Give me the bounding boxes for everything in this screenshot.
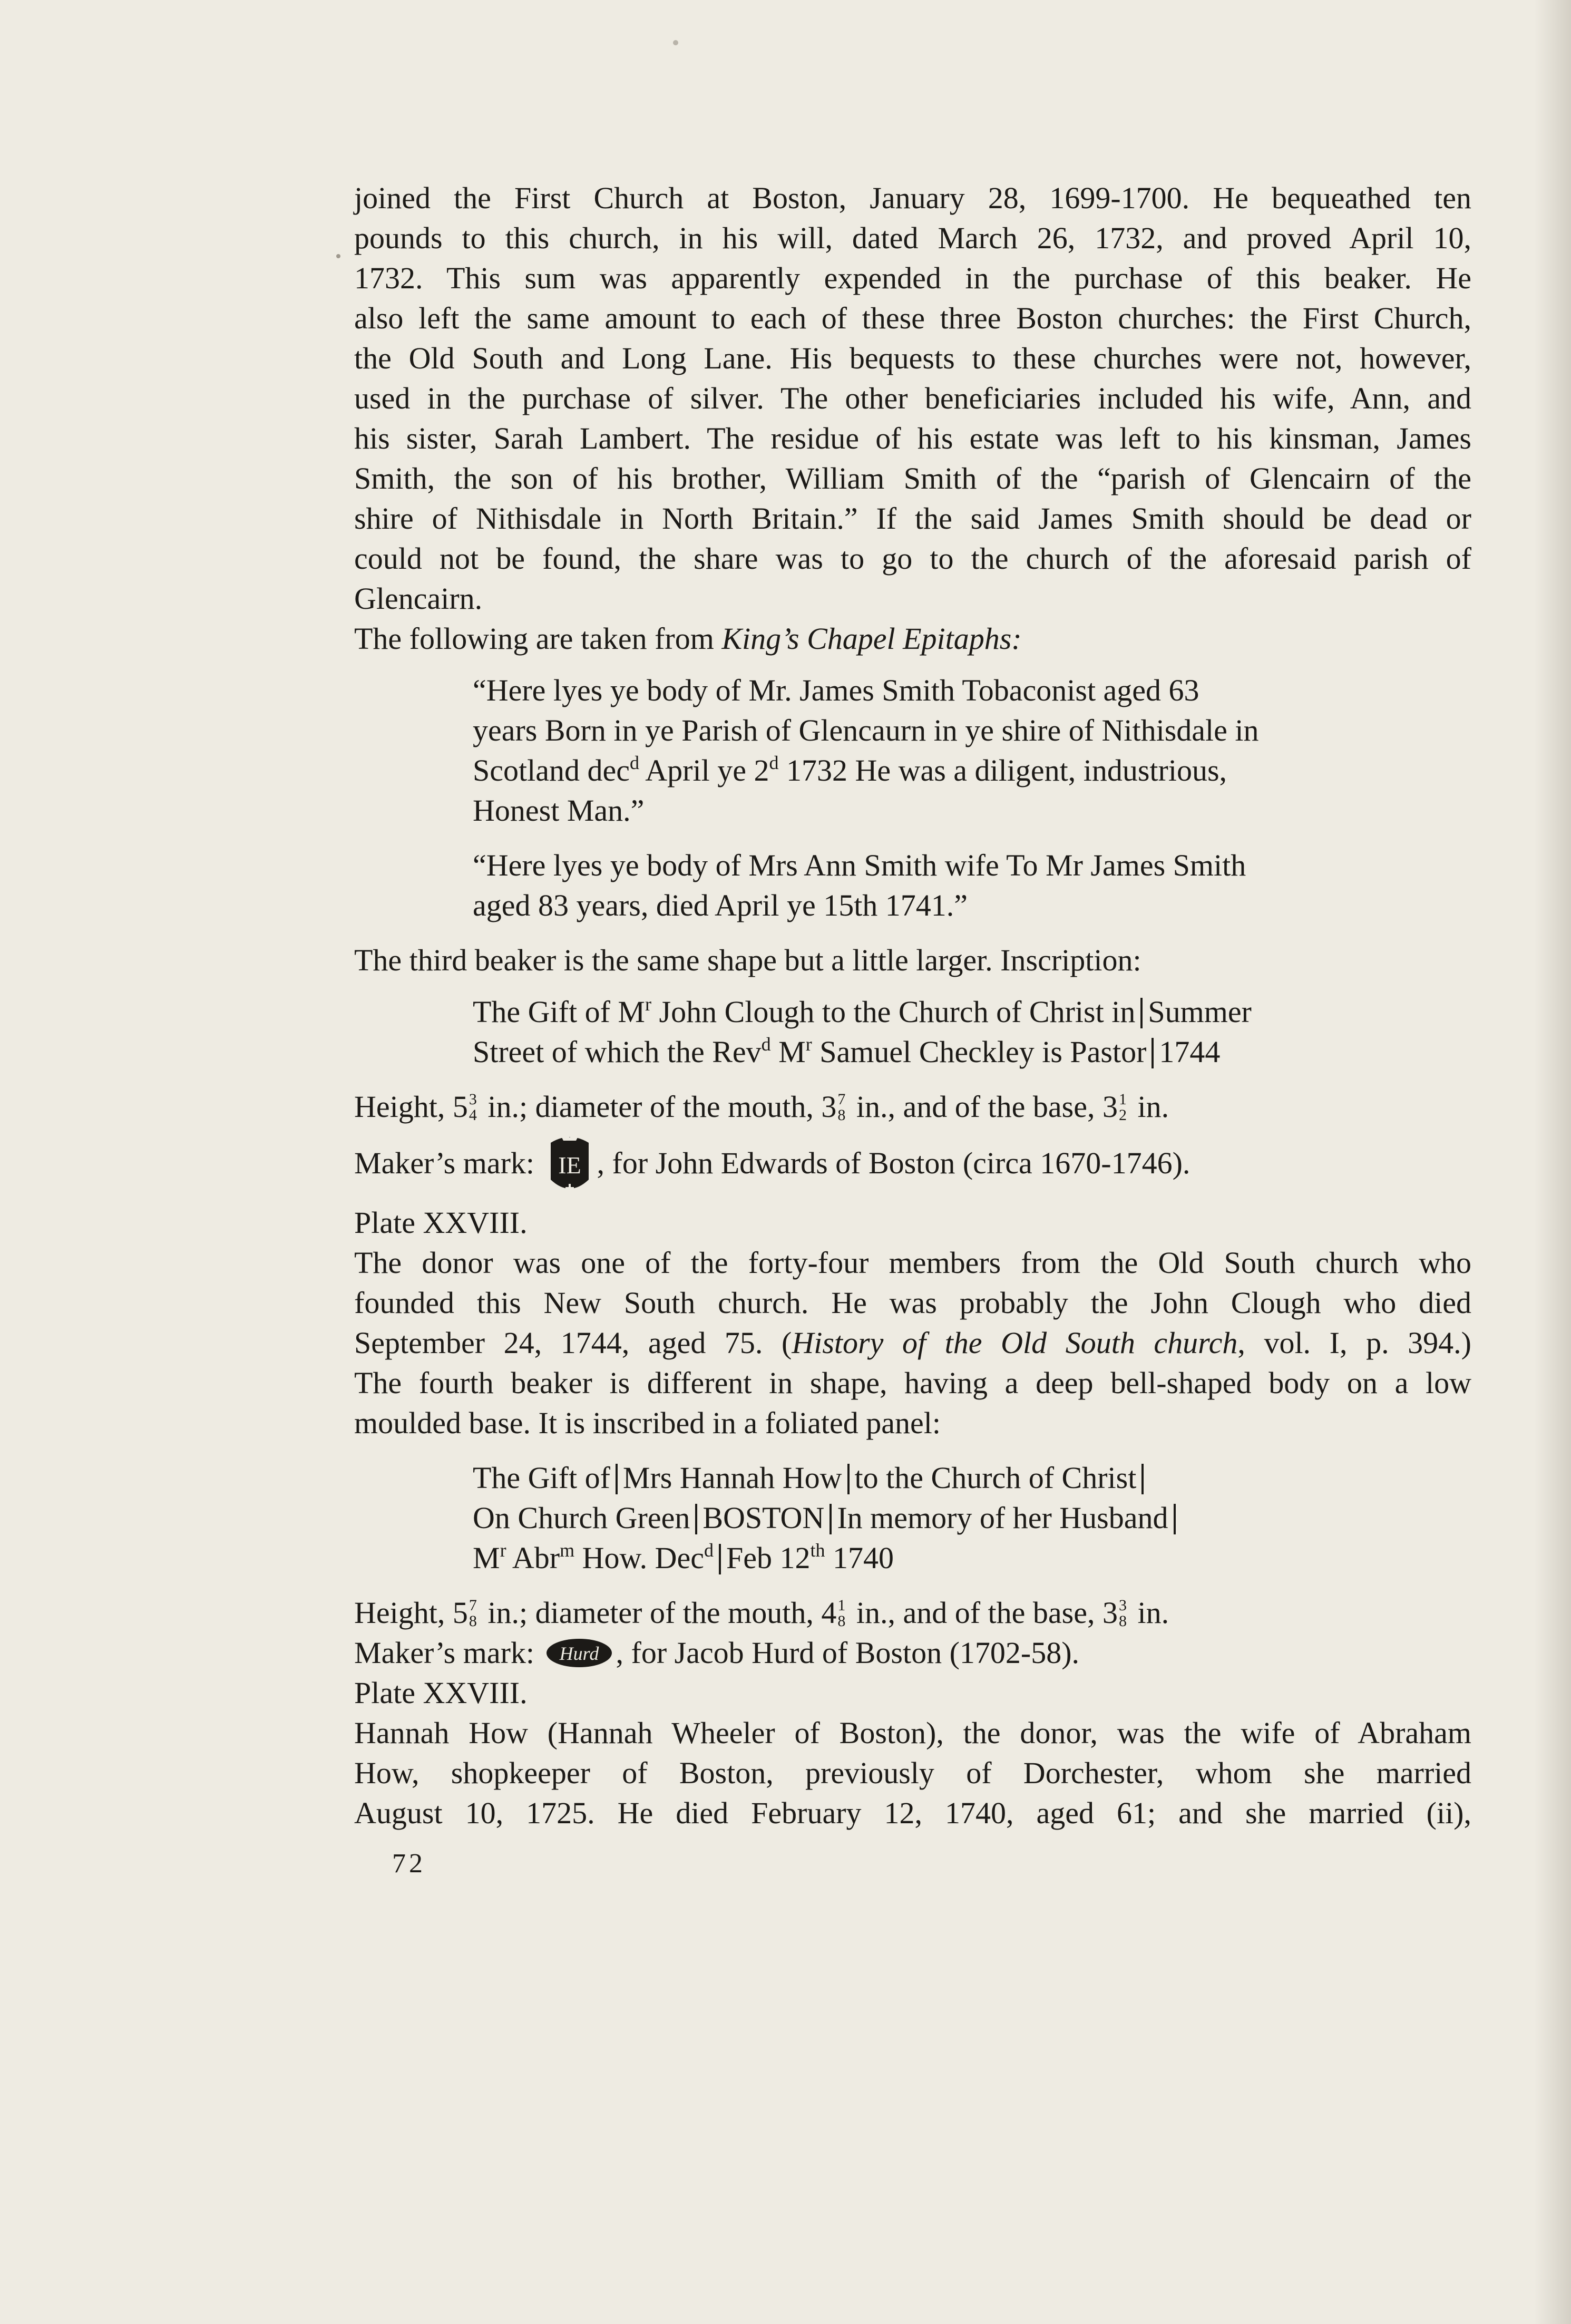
inscription-line bbox=[473, 992, 1352, 1032]
book-title: History of the Old South church bbox=[792, 1326, 1238, 1360]
dimensions-third-beaker bbox=[354, 1087, 1471, 1127]
line-divider bbox=[847, 1464, 850, 1494]
fraction-numerator: 7 bbox=[469, 1597, 477, 1614]
jacob-hurd-maker-mark-icon bbox=[545, 1638, 613, 1668]
quote-line: “Here lyes ye body of Mrs Ann Smith wife To Mr James Smith bbox=[473, 848, 1246, 882]
text-line bbox=[354, 1323, 1471, 1363]
fraction-denominator: 8 bbox=[1118, 1612, 1127, 1630]
text-run: , for Jacob Hurd of Boston (1702-58). bbox=[616, 1636, 1080, 1670]
text-run: The Gift of bbox=[473, 1461, 610, 1495]
text-run: in. bbox=[1129, 1596, 1169, 1630]
text-run: in., and of the base, 3 bbox=[848, 1090, 1118, 1124]
text-line: 1732. This sum was apparently expended in the purchase of this beaker. He bbox=[354, 261, 1471, 295]
superscript: d bbox=[761, 1034, 771, 1055]
inscription-line bbox=[473, 1498, 1352, 1538]
line-divider bbox=[1174, 1504, 1176, 1534]
text-line: Smith, the son of his brother, William Smith of the “parish of Glencairn of the bbox=[354, 461, 1471, 495]
page-edge-shadow bbox=[1534, 0, 1571, 2324]
fraction-denominator: 2 bbox=[1118, 1106, 1127, 1124]
paper-speck bbox=[673, 40, 678, 45]
text-line: How, shopkeeper of Boston, previously of Dorchester, whom she married bbox=[354, 1756, 1471, 1790]
fraction-denominator: 8 bbox=[837, 1612, 846, 1630]
text-run: On Church Green bbox=[473, 1501, 690, 1535]
fraction-denominator: 8 bbox=[837, 1106, 846, 1124]
plate-reference: Plate XXVIII. bbox=[354, 1205, 528, 1240]
fraction-numerator: 1 bbox=[837, 1597, 846, 1614]
text-run: to the Church of Christ bbox=[854, 1461, 1137, 1495]
text-line: shire of Nithisdale in North Britain.” If the said James Smith should be dead or bbox=[354, 501, 1471, 536]
text-run: , vol. I, p. 394.) bbox=[1237, 1326, 1471, 1360]
book-title: King’s Chapel Epitaphs: bbox=[721, 621, 1022, 656]
text-line: his sister, Sarah Lambert. The residue of his estate was left to his kinsman, James bbox=[354, 421, 1471, 455]
text-run: BOSTON bbox=[702, 1501, 825, 1535]
fraction-numerator: 7 bbox=[837, 1091, 846, 1108]
superscript: r bbox=[645, 994, 651, 1015]
fraction bbox=[469, 1598, 477, 1629]
superscript: r bbox=[500, 1540, 506, 1561]
text-line: Glencairn. bbox=[354, 581, 483, 616]
text-run: Height, 5 bbox=[354, 1090, 468, 1124]
text-run: Maker’s mark: bbox=[354, 1636, 534, 1670]
line-divider bbox=[616, 1464, 618, 1494]
inscription-fourth-beaker bbox=[354, 1458, 1471, 1578]
text-run: in.; diameter of the mouth, 4 bbox=[480, 1596, 837, 1630]
third-beaker-intro: The third beaker is the same shape but a little larger. Inscription: bbox=[354, 943, 1141, 977]
fraction bbox=[1119, 1092, 1127, 1123]
page-number: 72 bbox=[392, 1849, 426, 1879]
fraction bbox=[837, 1598, 845, 1629]
text-run: In memory of her Husband bbox=[837, 1501, 1168, 1535]
fraction bbox=[1119, 1598, 1127, 1629]
superscript: d bbox=[769, 752, 779, 773]
superscript: r bbox=[805, 1034, 812, 1055]
quote-line: “Here lyes ye body of Mr. James Smith Tobaconist aged 63 bbox=[473, 673, 1199, 707]
maker-mark-edwards bbox=[354, 1131, 1471, 1198]
text-line: founded this New South church. He was probably the John Clough who died bbox=[354, 1286, 1471, 1320]
text-run: 1732 He was a diligent, industrious, bbox=[778, 753, 1227, 787]
text-run: in., and of the base, 3 bbox=[848, 1596, 1118, 1630]
page-body bbox=[354, 178, 1471, 1833]
line-divider bbox=[830, 1504, 832, 1534]
text-run: 1740 bbox=[825, 1541, 894, 1575]
text-line: also left the same amount to each of these three Boston churches: the First Church, bbox=[354, 301, 1471, 335]
plate-reference: Plate XXVIII. bbox=[354, 1676, 528, 1710]
quote-line: years Born in ye Parish of Glencaurn in ye shire of Nithisdale in bbox=[473, 713, 1259, 747]
text-line: Hannah How (Hannah Wheeler of Boston), the donor, was the wife of Abraham bbox=[354, 1716, 1471, 1750]
mark-letters: IE bbox=[558, 1152, 581, 1179]
text-run: , for John Edwards of Boston (circa 1670-1746). bbox=[597, 1146, 1191, 1180]
text-run: The following are taken from bbox=[354, 621, 722, 656]
text-run: How. Dec bbox=[574, 1541, 704, 1575]
quote-line: aged 83 years, died April ye 15th 1741.” bbox=[473, 888, 968, 922]
fraction-numerator: 1 bbox=[1118, 1091, 1127, 1108]
dimensions-fourth-beaker bbox=[354, 1593, 1471, 1633]
maker-mark-hurd bbox=[354, 1633, 1471, 1673]
text-run: Samuel Checkley is Pastor bbox=[812, 1035, 1147, 1069]
text-line: moulded base. It is inscribed in a foliated panel: bbox=[354, 1406, 941, 1440]
line-divider bbox=[1141, 1464, 1144, 1494]
superscript: th bbox=[810, 1540, 825, 1561]
text-run: The Gift of M bbox=[473, 995, 645, 1029]
inscription-line bbox=[473, 1032, 1352, 1072]
fraction bbox=[469, 1092, 477, 1123]
quote-line: Honest Man.” bbox=[473, 793, 645, 828]
epitaph-ann-smith bbox=[354, 845, 1471, 926]
text-line: the Old South and Long Lane. His bequests to these churches were not, however, bbox=[354, 341, 1471, 375]
fraction-numerator: 3 bbox=[1118, 1597, 1127, 1614]
john-edwards-maker-mark-icon bbox=[545, 1131, 594, 1198]
text-run: in.; diameter of the mouth, 3 bbox=[480, 1090, 837, 1124]
text-line: could not be found, the share was to go to the church of the aforesaid parish of bbox=[354, 541, 1471, 576]
text-run: Height, 5 bbox=[354, 1596, 468, 1630]
text-line: August 10, 1725. He died February 12, 1740, aged 61; and she married (ii), bbox=[354, 1796, 1471, 1830]
fraction bbox=[837, 1092, 845, 1123]
text-run: Summer bbox=[1148, 995, 1252, 1029]
text-line: The donor was one of the forty-four members from the Old South church who bbox=[354, 1246, 1471, 1280]
inscription-third-beaker bbox=[354, 992, 1471, 1072]
text-run: Mrs Hannah How bbox=[622, 1461, 842, 1495]
text-run: Feb 12 bbox=[726, 1541, 811, 1575]
paragraph-fourth-beaker bbox=[354, 1363, 1471, 1443]
inscription-line bbox=[473, 1458, 1352, 1498]
line-divider bbox=[1140, 998, 1143, 1028]
text-run: Scotland dec bbox=[473, 753, 630, 787]
fraction-numerator: 3 bbox=[469, 1091, 477, 1108]
text-run: Abr bbox=[506, 1541, 560, 1575]
text-line: pounds to this church, in his will, dated March 26, 1732, and proved April 10, bbox=[354, 221, 1471, 255]
fraction-denominator: 4 bbox=[469, 1106, 477, 1124]
paragraph-smith-bequest bbox=[354, 178, 1471, 619]
line-divider bbox=[719, 1544, 721, 1574]
fraction-denominator: 8 bbox=[469, 1612, 477, 1630]
text-line: used in the purchase of silver. The other beneficiaries included his wife, Ann, and bbox=[354, 381, 1471, 415]
text-line: The fourth beaker is different in shape, having a deep bell-shaped body on a low bbox=[354, 1366, 1471, 1400]
line-divider bbox=[695, 1504, 697, 1534]
superscript: m bbox=[560, 1540, 575, 1561]
epitaph-james-smith bbox=[354, 670, 1471, 831]
superscript: d bbox=[704, 1540, 714, 1561]
text-run: 1744 bbox=[1159, 1035, 1221, 1069]
text-run: M bbox=[770, 1035, 806, 1069]
text-run: M bbox=[473, 1541, 500, 1575]
superscript: d bbox=[629, 752, 639, 773]
text-line: joined the First Church at Boston, January 28, 1699-1700. He bequeathed ten bbox=[354, 181, 1471, 215]
text-run: John Clough to the Church of Christ in bbox=[651, 995, 1136, 1029]
paper-speck bbox=[336, 254, 340, 258]
text-run: September 24, 1744, aged 75. ( bbox=[354, 1326, 792, 1360]
text-run: Maker’s mark: bbox=[354, 1146, 534, 1180]
text-run: in. bbox=[1129, 1090, 1169, 1124]
inscription-line bbox=[473, 1538, 1352, 1578]
text-run: Street of which the Rev bbox=[473, 1035, 762, 1069]
quote-line bbox=[473, 751, 1352, 791]
mark-letters: Hurd bbox=[559, 1643, 599, 1664]
text-run: April ye 2 bbox=[639, 753, 769, 787]
paragraph-how-donor bbox=[354, 1713, 1471, 1833]
epitaphs-intro bbox=[354, 619, 1471, 659]
paragraph-clough-donor bbox=[354, 1243, 1471, 1363]
line-divider bbox=[1152, 1038, 1154, 1068]
